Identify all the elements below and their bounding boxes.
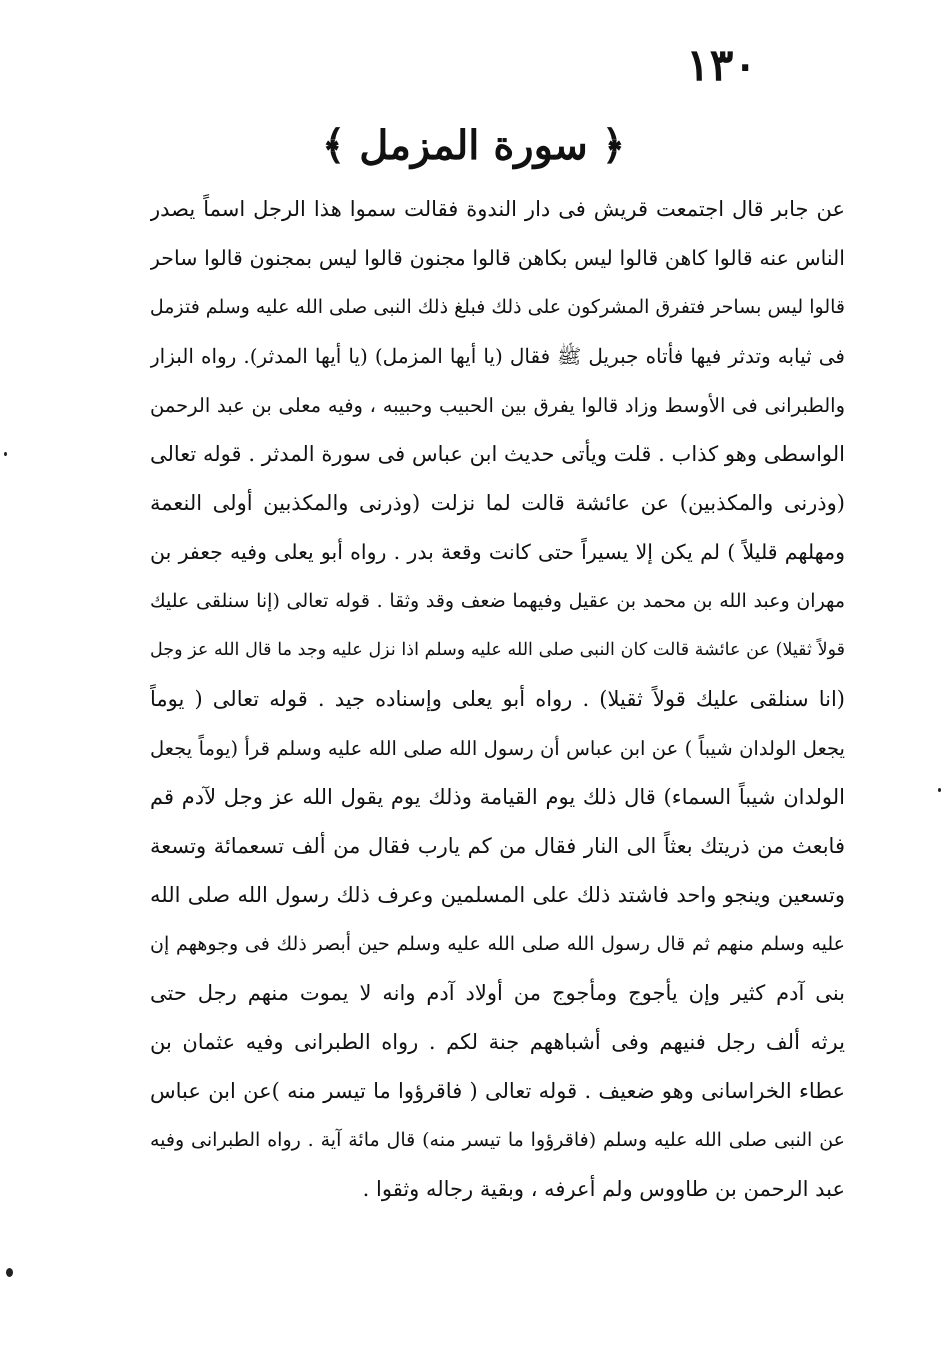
text-line: عليه وسلم منهم ثم قال رسول الله صلى الله عليه وسلم حين أبصر ذلك فى وجوههم إن [150, 933, 845, 955]
page-number: ١٣٠ [686, 40, 757, 91]
text-line: فابعث من ذريتك بعثاً الى النار فقال من كم يارب فقال من ألف تسعمائة وتسعة [150, 834, 845, 858]
surah-title: ﴿ سورة المزمل ﴾ [321, 122, 626, 169]
text-line: والطبرانى فى الأوسط وزاد قالوا يفرق بين الحبيب وحبيبه ، وفيه معلى بن عبد الرحمن [150, 394, 845, 417]
text-line: (انا سنلقى عليك قولاً ثقيلا) . رواه أبو يعلى وإسناده جيد . قوله تعالى ( يوماً [150, 687, 845, 711]
text-line: يجعل الولدان شيباً ) عن ابن عباس أن رسول الله صلى الله عليه وسلم قرأ (يوماً يجعل [150, 737, 845, 760]
text-line: قولاً ثقيلا) عن عائشة قالت كان النبى صلى الله عليه وسلم اذا نزل عليه وجد ما قال الله عز وجل [150, 640, 845, 660]
text-line: الناس عنه قالوا كاهن قالوا ليس بكاهن قالوا مجنون قالوا ليس بمجنون قالوا ساحر [150, 246, 845, 270]
text-line: يرثه ألف رجل فنيهم وفى أشباههم جنة لكم . رواه الطبرانى وفيه عثمان بن [150, 1030, 845, 1054]
text-line: بنى آدم كثير وإن يأجوج ومأجوج من أولاد آدم وانه لا يموت منهم رجل حتى [150, 981, 845, 1005]
margin-speck [938, 788, 941, 792]
text-line: الولدان شيباً السماء) قال ذلك يوم القيامة وذلك يوم يقول الله عز وجل لآدم قم [150, 785, 845, 809]
text-line: عن النبى صلى الله عليه وسلم (فاقرؤوا ما تيسر منه) قال مائة آية . رواه الطبرانى وفيه [150, 1129, 845, 1151]
text-line: قالوا ليس بساحر فتفرق المشركون على ذلك فبلغ ذلك النبى صلى الله عليه وسلم فتزمل [150, 296, 845, 318]
text-line: فى ثيابه وتدثر فيها فأتاه جبريل ﷺ فقال (يا أيها المزمل) (يا أيها المدثر). رواه البزار [150, 344, 845, 368]
text-line: عبد الرحمن بن طاووس ولم أعرفه ، وبقية رجاله وثقوا . [362, 1177, 845, 1201]
margin-speck [6, 1268, 13, 1277]
text-line: مهران وعبد الله بن محمد بن عقيل وفيهما ضعف وقد وثقا . قوله تعالى (إنا سنلقى عليك [150, 590, 845, 612]
text-line: عن جابر قال اجتمعت قريش فى دار الندوة فقالت سموا هذا الرجل اسماً يصدر [150, 197, 845, 221]
text-line: ومهلهم قليلاً ) لم يكن إلا يسيراً حتى كانت وقعة بدر . رواه أبو يعلى وفيه جعفر بن [150, 540, 845, 564]
margin-speck [4, 452, 7, 456]
text-line: وتسعين وينجو واحد فاشتد ذلك على المسلمين وعرف ذلك رسول الله صلى الله [150, 883, 845, 907]
text-line: عطاء الخراسانى وهو ضعيف . قوله تعالى ( فاقرؤوا ما تيسر منه )عن ابن عباس [150, 1079, 845, 1103]
text-line: الواسطى وهو كذاب . قلت ويأتى حديث ابن عباس فى سورة المدثر . قوله تعالى [150, 442, 845, 466]
body-text [150, 185, 845, 1214]
text-line: (وذرنى والمكذبين) عن عائشة قالت لما نزلت (وذرنى والمكذبين أولى النعمة [150, 491, 845, 515]
